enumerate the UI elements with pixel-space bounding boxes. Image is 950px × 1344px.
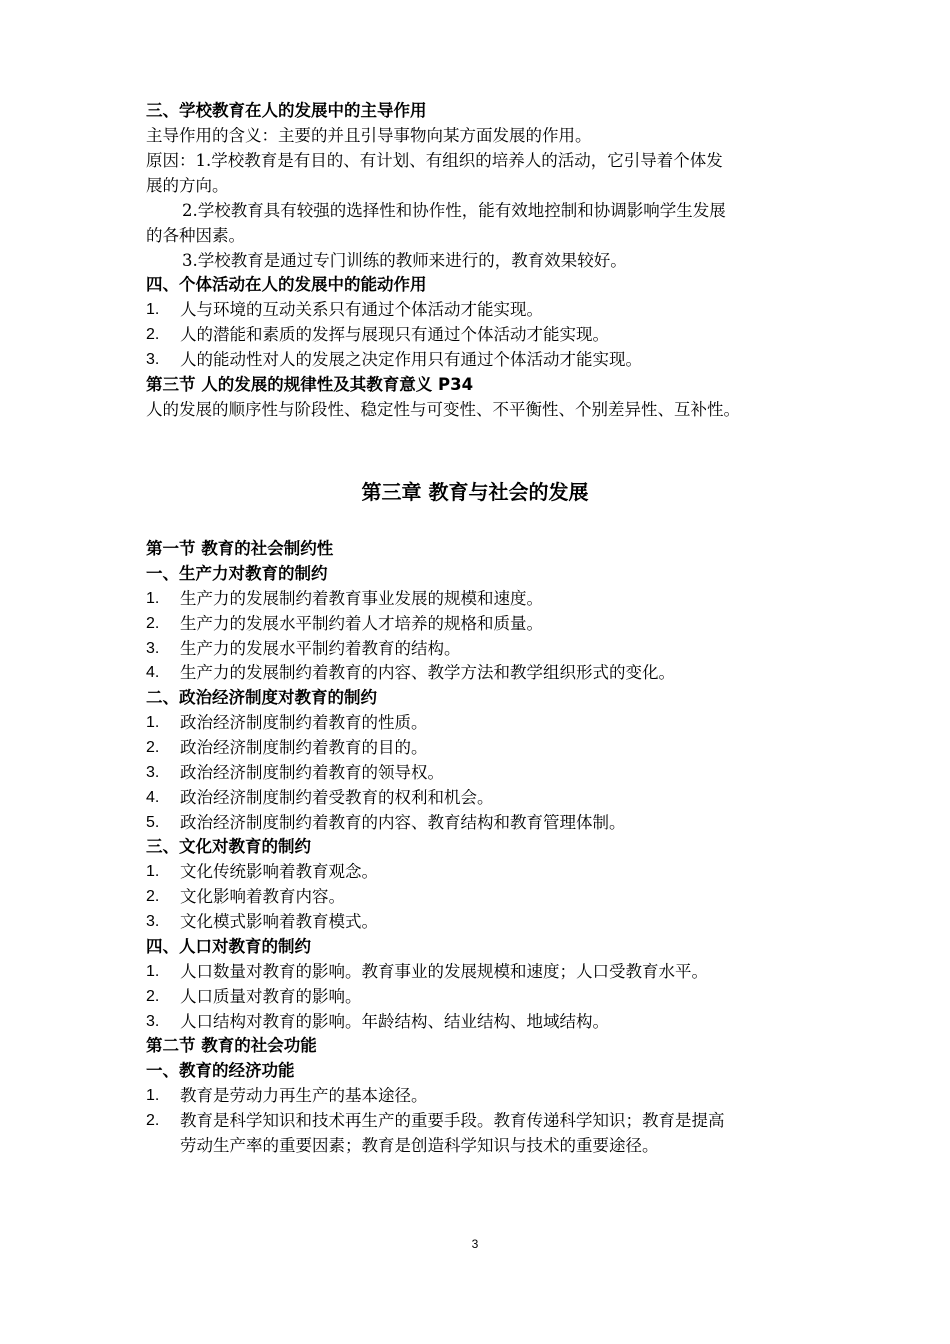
list-number: 2. [146,326,160,343]
heading-school-education: 三、学校教育在人的发展中的主导作用 [146,101,427,120]
list-number: 1. [146,1087,160,1104]
list-item: 人口结构对教育的影响。年龄结构、结业结构、地域结构。 [180,1012,609,1031]
page-number: 3 [471,1237,479,1251]
list-item: 政治经济制度制约着教育的领导权。 [180,763,444,782]
heading-population: 四、人口对教育的制约 [146,937,311,956]
list-item: 教育是劳动力再生产的基本途径。 [180,1086,428,1105]
list-number: 1. [146,963,160,980]
list-item: 文化传统影响着教育观念。 [180,862,378,881]
list-item: 政治经济制度制约着教育的目的。 [180,738,428,757]
list-number: 4. [146,664,160,681]
list-item: 人的潜能和素质的发挥与展现只有通过个体活动才能实现。 [180,325,609,344]
heading-section-2: 第二节 教育的社会功能 [146,1036,317,1055]
paragraph-reason-3: 3.学校教育是通过专门训练的教师来进行的，教育效果较好。 [182,251,627,270]
list-number: 2. [146,888,160,905]
list-number: 1. [146,590,160,607]
list-number: 3. [146,764,160,781]
list-number: 2. [146,1112,160,1129]
list-number: 3. [146,913,160,930]
paragraph-reason-2: 2.学校教育具有较强的选择性和协作性，能有效地控制和协调影响学生发展 [182,201,726,220]
list-item: 政治经济制度制约着受教育的权利和机会。 [180,788,494,807]
list-number: 2. [146,988,160,1005]
paragraph-development-laws: 人的发展的顺序性与阶段性、稳定性与可变性、不平衡性、个别差异性、互补性。 [146,400,740,419]
list-item: 政治经济制度制约着教育的性质。 [180,713,428,732]
list-number: 2. [146,739,160,756]
list-number: 2. [146,615,160,632]
paragraph-meaning: 主导作用的含义：主要的并且引导事物向某方面发展的作用。 [146,126,592,145]
list-item: 文化模式影响着教育模式。 [180,912,378,931]
list-number: 1. [146,301,160,318]
list-number: 3. [146,640,160,657]
heading-section-3: 第三节 人的发展的规律性及其教育意义 P34 [146,375,474,394]
paragraph-reason-1: 原因：1.学校教育是有目的、有计划、有组织的培养人的活动，它引导着个体发 [146,151,723,170]
list-item: 人口数量对教育的影响。教育事业的发展规模和速度；人口受教育水平。 [180,962,708,981]
list-number: 4. [146,789,160,806]
list-item-continuation: 劳动生产率的重要因素；教育是创造科学知识与技术的重要途径。 [180,1136,659,1155]
list-number: 3. [146,351,160,368]
list-item: 生产力的发展水平制约着教育的结构。 [180,639,461,658]
heading-productivity: 一、生产力对教育的制约 [146,564,328,583]
list-item: 教育是科学知识和技术再生产的重要手段。教育传递科学知识；教育是提高 [180,1111,725,1130]
heading-economic-function: 一、教育的经济功能 [146,1061,295,1080]
chapter-title: 第三章 教育与社会的发展 [361,480,589,505]
list-number: 1. [146,863,160,880]
list-number: 5. [146,814,160,831]
list-item: 生产力的发展制约着教育事业发展的规模和速度。 [180,589,543,608]
list-item: 人与环境的互动关系只有通过个体活动才能实现。 [180,300,543,319]
heading-individual-activity: 四、个体活动在人的发展中的能动作用 [146,275,427,294]
list-number: 3. [146,1013,160,1030]
paragraph-reason-2-cont: 的各种因素。 [146,226,245,245]
list-item: 生产力的发展水平制约着人才培养的规格和质量。 [180,614,543,633]
list-item: 文化影响着教育内容。 [180,887,345,906]
heading-section-1: 第一节 教育的社会制约性 [146,539,334,558]
list-item: 人口质量对教育的影响。 [180,987,362,1006]
heading-culture: 三、文化对教育的制约 [146,837,311,856]
list-item: 政治经济制度制约着教育的内容、教育结构和教育管理体制。 [180,813,626,832]
list-item: 生产力的发展制约着教育的内容、教学方法和教学组织形式的变化。 [180,663,675,682]
list-number: 1. [146,714,160,731]
paragraph-reason-1-cont: 展的方向。 [146,176,229,195]
heading-politics-economy: 二、政治经济制度对教育的制约 [146,688,377,707]
list-item: 人的能动性对人的发展之决定作用只有通过个体活动才能实现。 [180,350,642,369]
